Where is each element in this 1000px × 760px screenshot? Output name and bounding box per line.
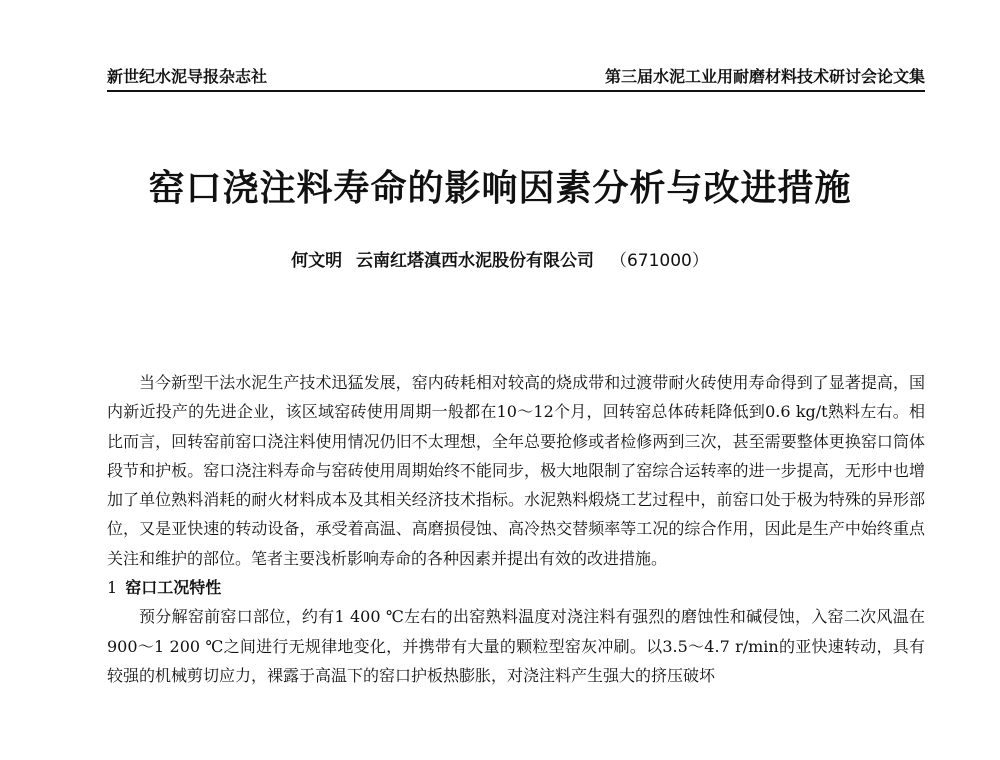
section-paragraph: 预分解窑前窑口部位，约有1 400 ℃左右的出窑熟料温度对浇注料有强烈的磨蚀性和碱侵蚀，入窑二次风温在900～1 200 ℃之间进行无规律地变化，并携带有大量的颗粒型窑灰冲刷。以3.5～4.7 r/min的亚快速转动，具有较强的机械剪切应力，裸露于高温下的窑口护板热膨胀，对浇注料产生强大的挤压破坏 (107, 607, 925, 685)
byline (0, 246, 1000, 271)
paper-title: 窑口浇注料寿命的影响因素分析与改进措施 (148, 167, 852, 209)
author-affiliation: 云南红塔滇西水泥股份有限公司 (356, 251, 595, 271)
postal-code: （671000） (609, 251, 709, 271)
section-heading (107, 573, 925, 602)
section-number: 1 (107, 578, 118, 598)
author-name: 何文明 (291, 251, 343, 271)
running-header (107, 62, 925, 92)
intro-paragraph: 当今新型干法水泥生产技术迅猛发展，窑内砖耗相对较高的烧成带和过渡带耐火砖使用寿命得到了显著提高，国内新近投产的先进企业，该区域窑砖使用周期一般都在10～12个月，回转窑总体砖耗降低到0.6 kg/t熟料左右。相比而言，回转窑前窑口浇注料使用情况仍旧不太理想，全年总要抢修或者检修两到三次，甚至需要整体更换窑口筒体段节和护板。窑口浇注料寿命与窑砖使用周期始终不能同步，极大地限制了窑综合运转率的进一步提高，无形中也增加了单位熟料消耗的耐火材料成本及其相关经济技术指标。水泥熟料煅烧工艺过程中，前窑口处于极为特殊的异形部位，又是亚快速的转动设备，承受着高温、高磨损侵蚀、高冷热交替频率等工况的综合作用，因此是生产中始终重点关注和维护的部位。笔者主要浅析影响寿命的各种因素并提出有效的改进措施。 (107, 373, 925, 568)
section-title: 窑口工况特性 (125, 578, 222, 598)
header-proceedings-title: 第三届水泥工业用耐磨材料技术研讨会论文集 (604, 67, 925, 86)
header-publisher: 新世纪水泥导报杂志社 (107, 67, 268, 86)
paper-body (107, 368, 925, 690)
